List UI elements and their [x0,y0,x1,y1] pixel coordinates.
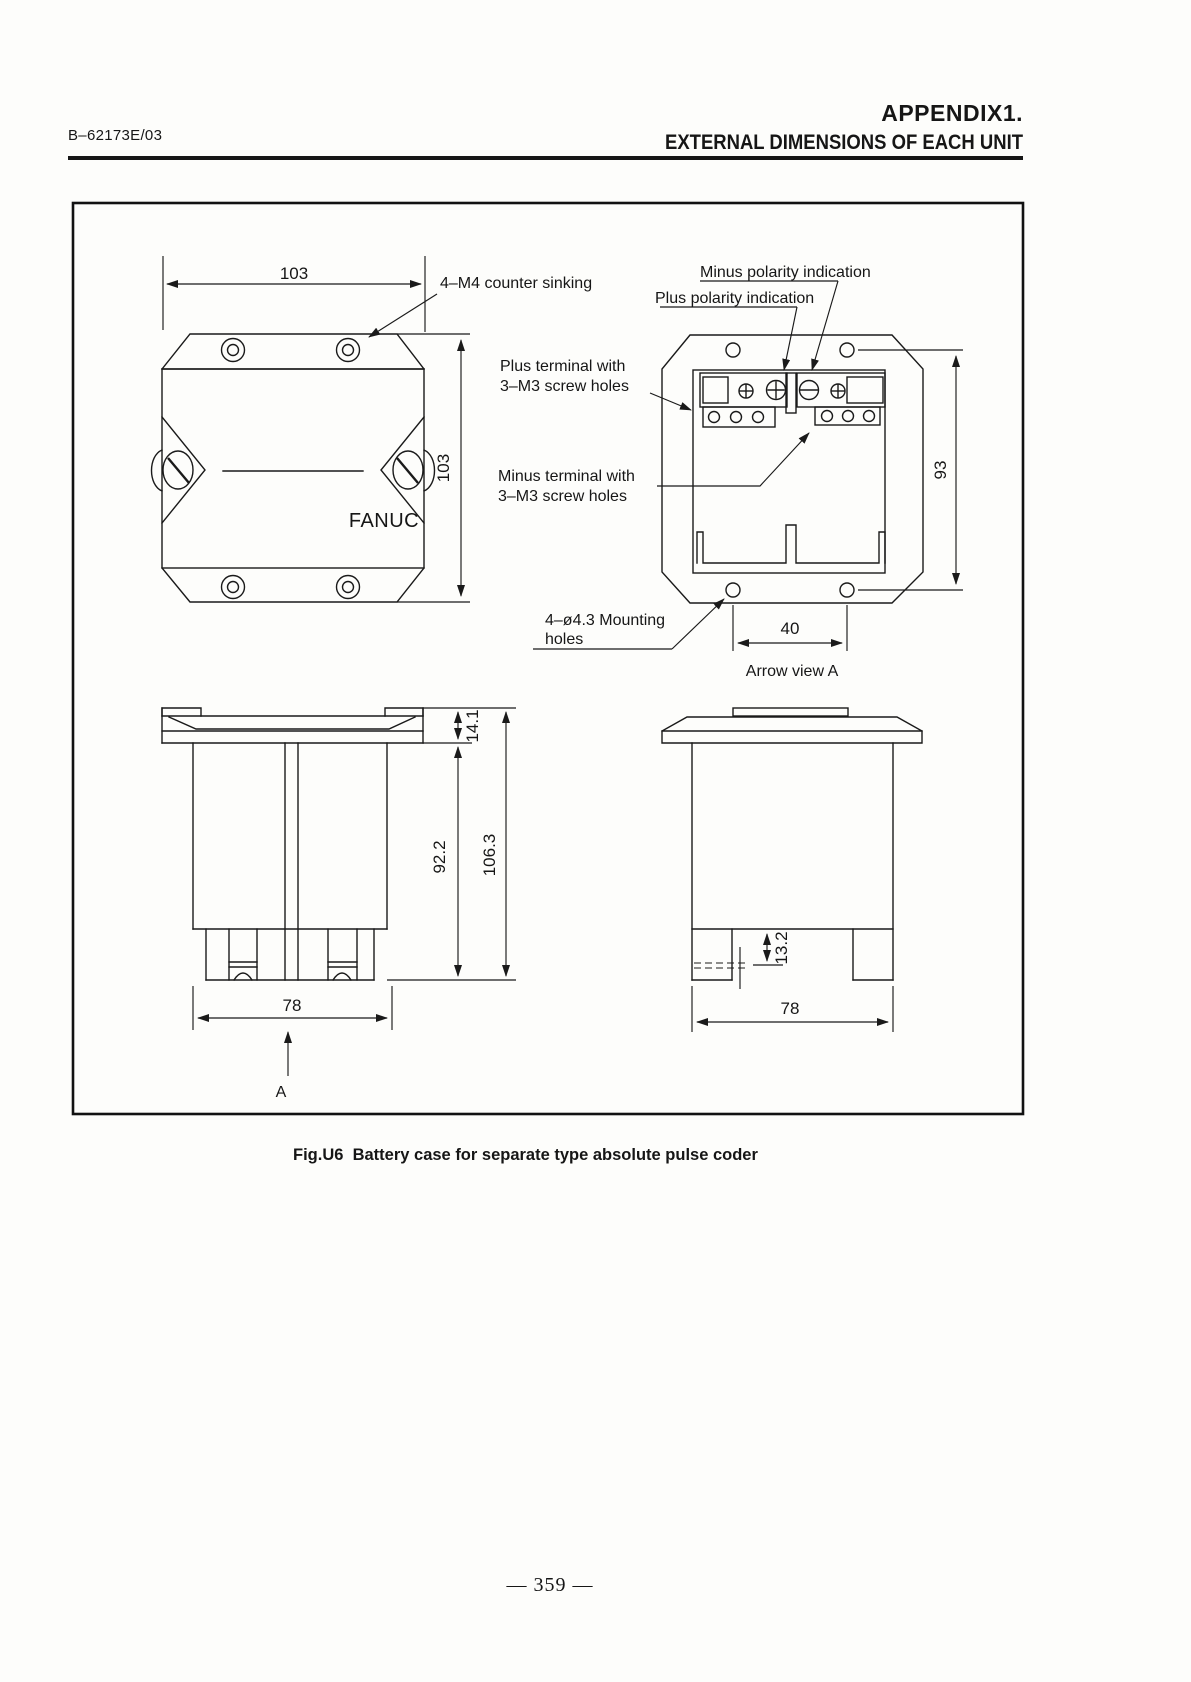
note-counter-sinking: 4–M4 counter sinking [440,275,593,292]
side-view-left-drawing [162,708,516,1101]
figure-frame [73,203,1023,1114]
side-view-right-drawing [662,708,922,1032]
dim-hole-span: 40 [780,619,800,638]
brand-label: FANUC [348,510,420,532]
dim-foot-height: 13.2 [772,931,791,965]
document-number: B–62173E/03 [68,127,163,144]
label-mounting-line2: holes [545,631,584,648]
page-number: — 359 — [506,1574,594,1596]
front-view-drawing [152,256,593,602]
label-minus-polarity: Minus polarity indication [700,264,871,281]
label-minus-terminal-line2: 3–M3 screw holes [498,488,627,505]
dim-left-width: 78 [282,996,302,1015]
figure-caption: Fig.U6 Battery case for separate type absolute pulse coder [293,1146,758,1164]
label-plus-terminal-line2: 3–M3 screw holes [500,378,629,395]
label-plus-polarity: Plus polarity indication [655,290,815,307]
arrow-view-drawing [498,264,963,680]
arrow-view-label: Arrow view A [745,663,839,680]
dim-front-width: 103 [279,264,309,283]
dim-plate-height: 93 [931,460,950,480]
label-plus-terminal-line1: Plus terminal with [500,358,626,375]
appendix-subtitle: EXTERNAL DIMENSIONS OF EACH UNIT [665,131,1023,154]
view-arrow-label: A [275,1084,287,1101]
dim-flange-height: 14.1 [463,709,482,743]
dim-right-width: 78 [780,999,800,1018]
label-minus-terminal-line1: Minus terminal with [498,468,635,485]
dim-front-height: 103 [434,453,453,483]
dim-body-height: 92.2 [430,840,449,874]
label-mounting-line1: 4–ø4.3 Mounting [545,612,666,629]
appendix-title: APPENDIX1. [881,100,1023,126]
dim-total-height: 106.3 [480,833,499,877]
